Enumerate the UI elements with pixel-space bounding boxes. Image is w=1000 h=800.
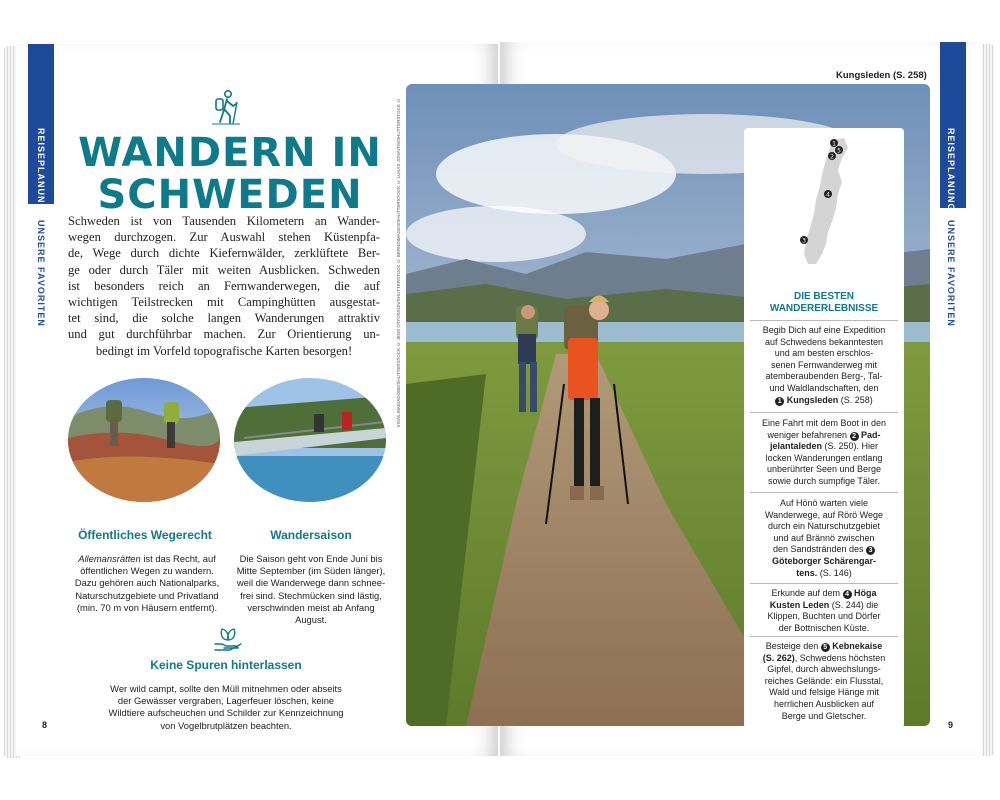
text-line: Mitte September (im Süden länger), (236, 565, 386, 577)
hike-name: tens. (796, 567, 818, 578)
divider (750, 412, 898, 413)
section-label-left: UNSERE FAVORITEN (36, 220, 46, 327)
text-line: reiches Gelände: ein Flusstal, (764, 675, 884, 686)
text-line: Begib Dich auf eine Expedition (762, 325, 886, 335)
sidebar-title-line: DIE BESTEN (793, 291, 854, 302)
text-line: Auf Hönö warten viele (779, 498, 869, 508)
photo-suspension-bridge (234, 378, 386, 502)
leave-no-trace-icon (212, 626, 244, 652)
section-label-right: UNSERE FAVORITEN (946, 220, 956, 327)
page-title (70, 132, 390, 216)
text-line: Wald und felsige Hänge mit (769, 687, 879, 698)
intro-paragraph (68, 213, 380, 359)
intro-line: wichtigen Teilstrecken mit Campinghütten ausgestat- (68, 295, 380, 310)
map-marker: 3 (802, 237, 806, 245)
text-line: und Waldlandschaften, den (769, 382, 879, 393)
text-line: atemberaubenden Berg-, Tal- (765, 371, 883, 382)
number-badge: 3 (866, 546, 875, 555)
text-line: auf Schwedens bekanntesten (764, 336, 884, 347)
hike-name: jelantaleden (769, 441, 822, 452)
text-line: senen Fernwanderweg mit (770, 359, 878, 370)
hike-name: Kungsleden (786, 394, 839, 405)
heading-hiking-season: Wandersaison (270, 528, 352, 542)
hiker-icon (206, 88, 246, 128)
best-hikes-sidebar (744, 128, 904, 728)
text-line: von Vogelbrutplätzen beachten. (160, 719, 292, 731)
divider (750, 492, 898, 493)
text-line: der Bottnischen Küste. (778, 622, 870, 633)
intro-line: bedingt im Vorfeld topografische Karten besorgen! (95, 343, 353, 358)
text-line: Wildtiere aufscheuchen und Schilder zur Kennzeichnung (108, 707, 344, 719)
text-line: Dazu gehören auch Nationalparks, (74, 577, 220, 589)
hike-name: Göteborger Schärengar- (771, 555, 877, 566)
sidebar-title-line: WANDERERLEBNISSE (769, 303, 879, 314)
hike-item-kebnekaise (750, 641, 898, 722)
text-line: öffentlichen Wegen zu wandern. (80, 565, 214, 577)
text-line: Eine Fahrt mit dem Boot in den (761, 418, 887, 428)
text-line: und am besten erschlos- (774, 348, 874, 359)
map-marker: 5 (837, 147, 841, 155)
page-number-right: 9 (948, 720, 954, 730)
text-line: und auf Brännö zwischen (773, 532, 875, 543)
text-line: locken Wanderungen entlang (765, 452, 883, 463)
page-ref: (S. 244) die (829, 599, 879, 610)
text-line: verschwinden meist ab Anfang (247, 601, 375, 613)
intro-line: ist besonders reich an Fernwanderwegen, die auf (68, 278, 380, 293)
text-line: unberührter Seen und Berge (766, 464, 882, 475)
text-line: sowie durch sumpfige Täler. (768, 475, 880, 486)
divider (750, 320, 898, 321)
text-line: (min. 70 m von Häusern entfernt). (76, 601, 218, 613)
intro-line: tet sind, die solche langen Wanderungen attraktiv (68, 311, 380, 326)
title-line-2: SCHWEDEN (97, 172, 363, 218)
intro-line: de, Wege durch dichte Kiefernwälder, zerklüftete Ber- (68, 246, 380, 261)
text-line: , Schwedens höchsten (794, 652, 886, 663)
intro-line: wegen durchzogen. Zur Auswahl stehen Küstenpfa- (68, 230, 380, 245)
page-ref: (S. 250). Hier (822, 441, 879, 452)
text-line: Besteige den (765, 641, 821, 651)
number-badge: 5 (821, 643, 830, 652)
page-ref: (S. 258) (838, 394, 873, 405)
tab-label-left: REISEPLANUNG (36, 128, 46, 212)
hike-name: Pad- (861, 429, 881, 440)
hike-item-hoga-kusten (750, 588, 898, 634)
text-hiking-season (232, 553, 390, 626)
text-line: weniger befahrenen (767, 429, 850, 440)
text-line: herrlichen Ausblicken auf (773, 698, 875, 709)
sidebar-title (744, 291, 904, 315)
hike-name: Kebnekaise (832, 641, 883, 651)
text-line: weil die Wanderwege dann schnee- (236, 577, 386, 589)
intro-line: und gut durchführbar machen. Zur Orientierung un- (68, 327, 380, 342)
number-badge: 1 (775, 397, 784, 406)
intro-line: ge oder durch Täler mit weiten Ausblicken. Schweden (68, 262, 380, 277)
term-allemansratten: Allemansrätten (78, 553, 141, 564)
text-line: den Sandstränden des (772, 544, 867, 555)
number-badge: 4 (843, 590, 852, 599)
hike-name: Höga (854, 588, 877, 598)
page-number-left: 8 (42, 720, 48, 730)
hike-item-padjelantaleden (750, 418, 898, 488)
divider (750, 583, 898, 584)
page-ref: (S. 146) (817, 567, 852, 578)
text-line: Wanderwege, auf Rörö Wege (764, 509, 884, 520)
heading-public-right-of-way: Öffentliches Wegerecht (78, 528, 212, 542)
hike-item-kungsleden (750, 325, 898, 406)
title-line-1: WANDERN IN (78, 130, 382, 176)
number-badge: 2 (850, 432, 859, 441)
hike-item-goteborg (750, 498, 898, 579)
text-line: Gipfel, durch abwechslungs- (767, 664, 881, 675)
text-line: frei sind. Stechmücken sind lästig, (240, 589, 382, 601)
photo-caption: Kungsleden (S. 258) (836, 70, 927, 81)
text-line: Wer wild campt, sollte den Müll mitnehmen oder abseits (110, 683, 342, 694)
text-line: Berge und Gletscher. (781, 710, 867, 721)
map-marker: 1 (832, 140, 836, 148)
heading-leave-no-trace: Keine Spuren hinterlassen (150, 658, 302, 672)
text-line: August. (295, 614, 327, 626)
text-line: Klippen, Buchten und Dörfer (767, 611, 881, 622)
text-line: der Gewässer vergraben, Lagerfeuer löschen, keine (117, 695, 335, 707)
photo-credit: VISA/LINKE/ADOBE/SHUTTERSTOCK © JENS OTTOSSON/SHUTTERSTOCK © BERNDIMAGES/SHUTTERSTOCK © LUKAS JONAITIS/SHUTTERSTOCK © (396, 98, 401, 428)
text-public-right-of-way (68, 553, 226, 614)
text-line: durch ein Naturschutzgebiet (767, 521, 881, 532)
tab-label-right: REISEPLANUNG (946, 128, 956, 212)
page-ref: (S. 262) (762, 652, 795, 663)
text-line: ist das Recht, auf (140, 553, 216, 564)
text-line: Die Saison geht von Ende Juni bis (239, 553, 383, 564)
text-leave-no-trace (100, 683, 352, 732)
map-marker: 2 (830, 153, 834, 161)
map-marker: 4 (826, 191, 830, 199)
divider (750, 636, 898, 637)
intro-line: Schweden ist von Tausenden Kilometern an Wander- (68, 214, 380, 228)
sweden-map-icon (792, 136, 862, 268)
text-line: Naturschutzgebiete und Privatland (75, 589, 219, 601)
text-line: Erkunde auf dem (771, 588, 843, 598)
hike-name: Kusten Leden (769, 599, 830, 610)
photo-hikers-heath (68, 378, 220, 502)
